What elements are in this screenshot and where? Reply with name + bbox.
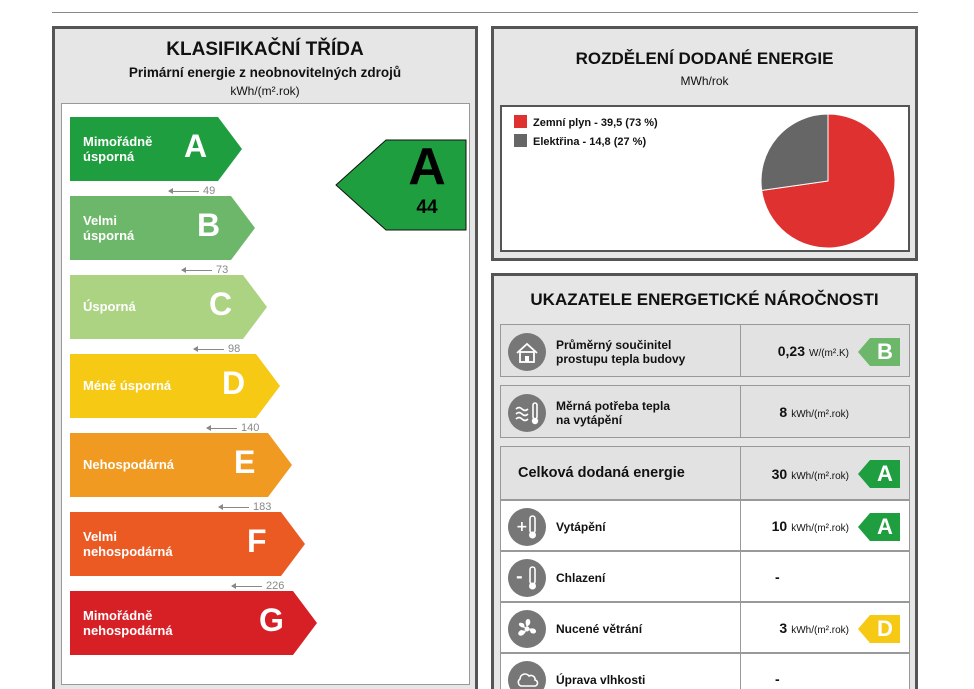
class-label-line1: Mimořádně [83, 608, 153, 623]
indicator-value-unit: kWh/(m².rok) [791, 409, 849, 420]
class-badge-d [858, 615, 900, 643]
distribution-chart [500, 105, 910, 252]
row-divider [740, 654, 741, 689]
class-bar-g [70, 591, 317, 655]
indicator-name-line1: Chlazení [556, 570, 606, 585]
row-divider [740, 603, 741, 652]
top-rule [52, 12, 918, 13]
indicator-value [778, 343, 849, 359]
classification-title: KLASIFIKAČNÍ TŘÍDA [166, 39, 364, 60]
class-badge-letter: B [877, 338, 893, 364]
classification-panel [52, 26, 478, 689]
row-divider [740, 386, 741, 437]
distribution-unit: MWh/rok [680, 74, 729, 88]
class-label-line1: Velmi [83, 529, 117, 544]
class-label-line1: Velmi [83, 213, 117, 228]
result-class-marker [335, 139, 467, 231]
indicator-value-number: 8 [779, 404, 788, 420]
class-badge-letter: A [877, 513, 893, 539]
class-label-line1: Nehospodárná [83, 457, 175, 472]
result-letter: A [408, 138, 446, 196]
indicator-name-line1: Nucené větrání [556, 621, 643, 636]
energy-distribution-panel [491, 26, 918, 261]
fan-icon [508, 610, 546, 648]
legend-label-electricity: Elektřina - 14,8 (27 %) [533, 136, 647, 148]
class-label-e [83, 457, 174, 472]
class-label-line1: Méně úsporná [83, 378, 172, 393]
class-label-line2: úsporná [83, 228, 135, 243]
indicator-value [775, 569, 780, 585]
class-label-line1: Mimořádně [83, 134, 153, 149]
class-label-line2: úsporná [83, 149, 135, 164]
class-badge-a [858, 460, 900, 488]
threshold-value: 140 [241, 422, 260, 434]
indicator-name [556, 622, 642, 636]
threshold-label [182, 264, 228, 276]
indicator-row [500, 551, 910, 602]
house-icon [508, 333, 546, 371]
pie-slice-elektřina [761, 114, 828, 190]
classification-subtitle: Primární energie z neobnovitelných zdrojů [128, 65, 402, 80]
class-label-line1: Úsporná [83, 299, 136, 314]
indicator-value-unit: kWh/(m².rok) [791, 625, 849, 636]
legend-item-gas [514, 115, 658, 129]
threshold-label [194, 343, 240, 355]
indicator-name [556, 338, 685, 366]
indicator-value-number: - [775, 671, 780, 687]
threshold-value: 98 [228, 343, 241, 355]
indicator-row [500, 653, 910, 689]
class-bar-d [70, 354, 280, 418]
indicator-name-line2: prostupu tepla budovy [556, 351, 686, 366]
class-bar-e [70, 433, 292, 497]
class-bar-a [70, 117, 242, 181]
row-divider [740, 552, 741, 601]
indicators-panel [491, 273, 918, 689]
result-value: 44 [416, 197, 438, 218]
humidity-icon [508, 661, 546, 689]
class-scale [61, 103, 470, 685]
class-label-line2: nehospodárná [83, 623, 173, 638]
class-bar-b [70, 196, 255, 260]
class-letter-f: F [247, 523, 267, 559]
indicator-name [556, 673, 645, 687]
indicator-value-number: 10 [771, 518, 788, 534]
threshold-label [232, 580, 284, 592]
indicator-name [556, 571, 605, 585]
indicator-name [556, 399, 670, 427]
indicator-row [500, 385, 910, 438]
indicator-value-unit: kWh/(m².rok) [791, 523, 849, 534]
classification-unit: kWh/(m².rok) [230, 84, 300, 98]
legend-swatch-electricity [514, 134, 527, 147]
class-letter-g: G [259, 602, 284, 638]
indicator-name-line1: Celková dodaná energie [518, 464, 685, 481]
threshold-arrow-icon [169, 191, 199, 192]
row-divider [740, 501, 741, 550]
indicator-value [779, 404, 849, 420]
indicator-value-unit: W/(m².K) [809, 348, 849, 359]
pie-chart [758, 111, 898, 251]
class-label-f [83, 529, 173, 559]
indicator-value-unit: kWh/(m².rok) [791, 470, 849, 482]
indicator-name [556, 520, 606, 534]
indicator-value [775, 671, 780, 687]
threshold-value: 49 [203, 185, 216, 197]
indicator-row [500, 500, 910, 551]
row-divider [740, 325, 741, 376]
threshold-label [219, 501, 271, 513]
threshold-label [207, 422, 259, 434]
indicator-value [772, 518, 849, 534]
class-bar-c [70, 275, 267, 339]
threshold-label [169, 185, 215, 197]
class-letter-a: A [184, 128, 208, 164]
row-divider [740, 447, 741, 499]
indicator-value-number: - [775, 569, 780, 585]
class-label-g [83, 608, 173, 638]
legend-item-electricity [514, 134, 646, 148]
indicator-name-line1: Měrná potřeba tepla [556, 398, 671, 413]
class-letter-d: D [222, 365, 246, 401]
indicator-value [772, 466, 849, 482]
threshold-arrow-icon [194, 349, 224, 350]
svg-text:+: + [516, 518, 528, 535]
indicator-value-number: 30 [771, 465, 788, 482]
heating-icon [508, 508, 546, 546]
class-badge-a [858, 513, 900, 541]
indicator-value-number: 3 [779, 620, 788, 636]
threshold-arrow-icon [207, 428, 237, 429]
class-label-b [83, 213, 134, 243]
class-label-line2: nehospodárná [83, 544, 173, 559]
svg-text:-: - [516, 566, 523, 586]
indicator-name [518, 466, 685, 480]
class-label-c [83, 299, 136, 314]
legend-swatch-gas [514, 115, 527, 128]
threshold-arrow-icon [182, 270, 212, 271]
indicator-row [500, 602, 910, 653]
class-badge-letter: A [877, 461, 893, 486]
indicator-name-line2: na vytápění [556, 412, 623, 427]
indicator-value-number: 0,23 [777, 343, 805, 359]
indicator-name-line1: Průměrný součinitel [556, 337, 672, 352]
class-badge-letter: D [877, 615, 893, 641]
heating-demand-icon [508, 394, 546, 432]
class-label-d [83, 378, 171, 393]
threshold-value: 183 [253, 501, 272, 513]
threshold-arrow-icon [219, 507, 249, 508]
indicator-row [500, 324, 910, 377]
class-letter-e: E [234, 444, 256, 480]
distribution-title: ROZDĚLENÍ DODANÉ ENERGIE [575, 49, 834, 68]
legend-label-gas: Zemní plyn - 39,5 (73 %) [533, 117, 658, 129]
indicator-value [779, 620, 849, 636]
indicators-title: UKAZATELE ENERGETICKÉ NÁROČNOSTI [530, 290, 879, 309]
threshold-value: 73 [216, 264, 229, 276]
indicator-row [500, 446, 910, 500]
class-letter-c: C [209, 286, 233, 322]
indicator-name-line1: Vytápění [556, 519, 606, 534]
class-label-a [83, 134, 152, 164]
indicator-name-line1: Úprava vlhkosti [556, 672, 646, 687]
class-badge-b [858, 338, 900, 366]
cooling-icon [508, 559, 546, 597]
threshold-arrow-icon [232, 586, 262, 587]
threshold-value: 226 [266, 580, 285, 592]
class-letter-b: B [197, 207, 221, 243]
class-bar-f [70, 512, 305, 576]
